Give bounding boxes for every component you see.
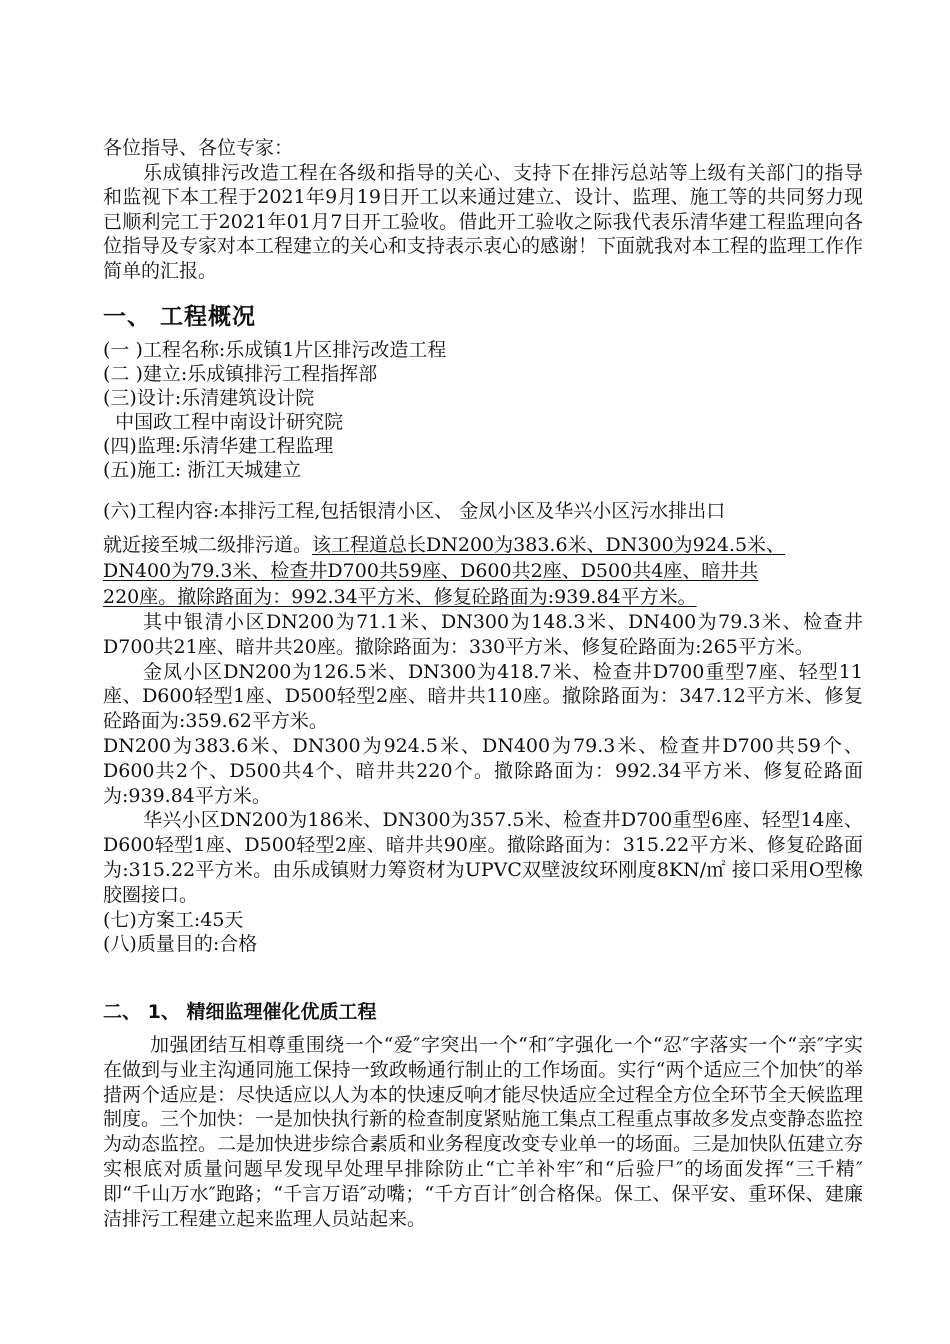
content-line-underlined: 220座。撤除路面为：992.34平方米、修复砼路面为:939.84平方米。 [103, 586, 697, 608]
intro-paragraph: 乐成镇排污改造工程在各级和指导的关心、支持下在排污总站等上级有关部门的指导和监视下本工程于2021年9月19日开工以来通过建立、设计、监理、施工等的共同努力现已顺利完工于2021年01月7日开工验收。借此开工验收之际我代表乐清华建工程监理向各位指导及专家对本工程建立的关心和支持表示衷心的感谢！下面就我对本工程的监理工作作简单的汇报。 [103, 161, 864, 282]
list-item: (三)设计:乐清建筑设计院 [103, 387, 315, 409]
duration-item: (七)方案工:45天 [103, 908, 244, 931]
salutation: 各位指导、各位专家： [103, 137, 294, 159]
content-line: (六)工程内容:本排污工程,包括银清小区、 金凤小区及华兴小区污水排出口 [103, 500, 726, 522]
district-details [103, 610, 863, 957]
list-item: (四)监理:乐清华建工程监理 [103, 435, 334, 457]
yinqing-paragraph: 其中银清小区DN200为71.1米、DN300为148.3米、DN400为79.3米、检查井D700共21座、暗井共20座。撤除路面为：330平方米、修复砼路面为:265平方米。 [103, 611, 863, 658]
list-item: (一 )工程名称:乐成镇1片区排污改造工程 [103, 339, 447, 361]
list-item: (五)施工: 浙江天城建立 [103, 459, 302, 481]
list-item: (二 )建立:乐成镇排污工程指挥部 [103, 363, 378, 385]
jinfeng-paragraph: 金凤小区DN200为126.5米、DN300为418.7米、检查井D700重型7座、轻型11座、D600轻型1座、D500轻型2座、暗井共110座。撤除路面为：347.12平方米、修复砼路面为:359.62平方米。 [103, 660, 863, 733]
project-content [103, 498, 883, 610]
section2-heading: 二、 1、 精细监理催化优质工程 [103, 1001, 377, 1023]
content-line [103, 532, 883, 558]
section2-block [103, 1033, 863, 1231]
project-info-list [103, 338, 863, 482]
quality-item: (八)质量目的:合格 [103, 933, 258, 956]
total-paragraph: DN200为383.6米、DN300为924.5米、DN400为79.3米、检查井D700共59个、D600共2个、D500共4个、暗井共220个。撤除路面为：992.34平方米、修复砼路面为:939.84平方米。 [103, 734, 863, 807]
intro-block [103, 136, 863, 284]
content-line-underlined: DN400为79.3米、检查井D700共59座、D600共2座、D500共4座、暗井共 [103, 560, 759, 582]
content-underlined: 该工程道总长DN200为383.6米、DN300为924.5米、 [312, 534, 786, 556]
content-plain: 就近接至城二级排污道。 [103, 534, 313, 556]
list-item: 中国政工程中南设计研究院 [103, 411, 344, 433]
section1-heading: 一、 工程概况 [103, 304, 257, 330]
section2-paragraph: 加强团结互相尊重围绕一个“爱″字突出一个“和″字强化一个“忍″字落实一个“亲″字实在做到与业主沟通同施工保持一致政畅通行制止的工作场面。实行“两个适应三个加快″的举措两个适应是：尽快适应以人为本的快速反响才能尽快适应全过程全方位全环节全天候监理制度。三个加快：一是加快执行新的检查制度紧贴施工集点工程重点事故多发点变静态监控为动态监控。二是加快进步综合素质和业务程度改变专业单一的场面。三是加快队伍建立夯实根底对质量问题早发现早处理早排除防止“亡羊补牢″和“后验尸″的场面发挥“三千精″即“千山万水″跑路；“千言万语″动嘴；“千方百计″创合格保。保工、保平安、重环保、建廉洁排污工程建立起来监理人员站起来。 [103, 1034, 864, 1230]
huaxing-paragraph: 华兴小区DN200为186米、DN300为357.5米、检查井D700重型6座、轻型14座、D600轻型1座、D500轻型2座、暗井共90座。撤除路面为：315.22平方米、修复砼路面为:315.22平方米。由乐成镇财力筹资材为UPVC双壁波纹环刚度8KN/㎡ 接口采用O型橡胶圈接口。 [103, 809, 863, 906]
